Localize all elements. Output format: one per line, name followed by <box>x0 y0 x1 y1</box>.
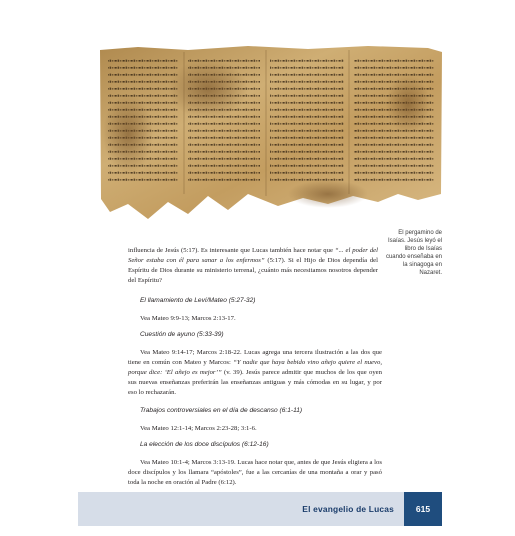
intro-paragraph <box>128 246 378 286</box>
section-levi <box>128 296 382 332</box>
page-number: 615 <box>404 492 442 526</box>
footer-book-title: El evangelio de Lucas <box>302 504 394 514</box>
fasting-text-1: Vea Mateo 9:14-17; Marcos 2:18-22. Lucas agrega una tercera ilustración a las dos que tiene en común con Mateo y Marcos: <box>128 349 382 366</box>
fasting-text-2: (v. 39). Jesús parece admitir que muchos de los que oyen sus nuevas enseñanzas preferirán las enseñanzas antiguas y más cómodas en su lugar, y por eso lo rechazarán. <box>128 369 382 396</box>
fasting-quote: “Y nadie que haya bebido vino añejo quiere el nuevo, porque dice: ‘El añejo es mejor’” <box>128 359 382 376</box>
isaiah-scroll-image <box>98 44 444 222</box>
section-refs: Vea Mateo 9:9-13; Marcos 2:13-17. <box>140 315 236 322</box>
section-heading: La elección de los doce discípulos (6:12-16) <box>140 441 269 448</box>
scroll-illustration <box>98 44 444 222</box>
page-footer <box>78 492 442 526</box>
section-body: Vea Mateo 10:1-4; Marcos 3:13-19. Lucas hace notar que, antes de que Jesús eligiera a los doce discípulos y los llamara “apóstoles”, fue a las cercanías de una montaña a orar y pasó toda la noche en oración al Padre (6:12). <box>128 459 382 486</box>
intro-text-2: (5:17). Si el Hijo de Dios dependía del Espíritu de Dios durante su ministerio terrenal, ¿cuánto más necesitamos nosotros depender del Espíritu? <box>128 257 378 284</box>
image-caption: El pergamino de Isaías. Jesús leyó el libro de Isaías cuando enseñaba en la sinagoga en Nazaret. <box>385 230 442 276</box>
section-sabbath <box>128 406 382 442</box>
section-body <box>128 348 382 398</box>
section-refs: Vea Mateo 12:1-14; Marcos 2:23-28; 3:1-6. <box>140 425 257 432</box>
intro-quote: “... el poder del Señor estaba con él para sanar a los enfermos” <box>128 247 378 264</box>
section-heading: El llamamiento de Leví/Mateo (5:27-32) <box>140 297 256 304</box>
section-fasting <box>128 330 382 398</box>
intro-text-1: influencia de Jesús (5:17). Es interesante que Lucas también hace notar que <box>128 247 335 254</box>
section-heading: Cuestión de ayuno (5:33-39) <box>140 331 224 338</box>
section-heading: Trabajos controversiales en el día de descanso (6:1-11) <box>140 407 303 414</box>
section-twelve <box>128 440 382 488</box>
